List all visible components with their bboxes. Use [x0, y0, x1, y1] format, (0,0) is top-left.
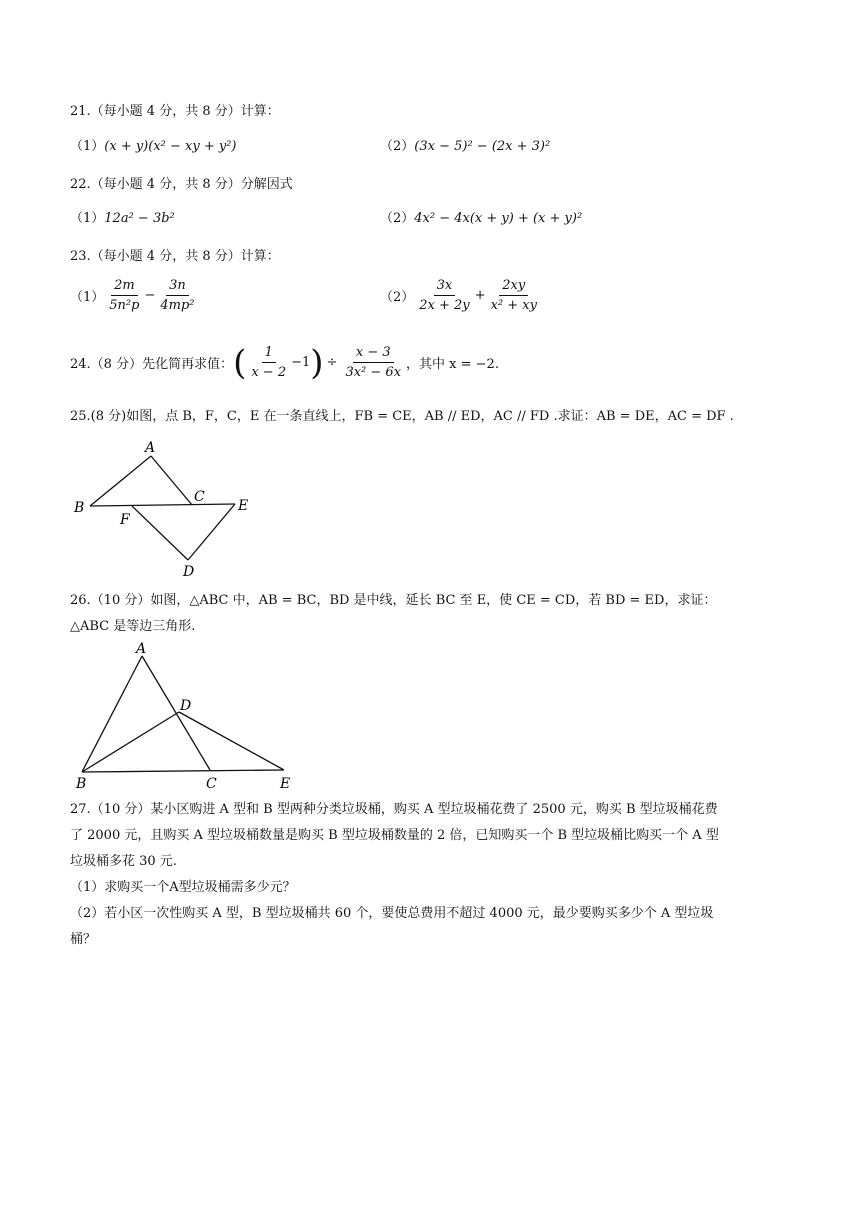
segment-be	[82, 770, 284, 772]
label-a: A	[136, 641, 147, 657]
q22-part1	[70, 207, 175, 226]
segment-ac	[151, 456, 192, 505]
fraction-numerator: 3n	[166, 278, 189, 296]
q26-line2: △ABC 是等边三角形.	[70, 619, 196, 634]
q23-part1-label: （1）	[70, 290, 105, 305]
q23-part2	[380, 278, 542, 313]
q27-line2: 了 2000 元，且购买 A 型垃圾桶数量是购买 B 型垃圾桶数量的 2 倍，已知购买一个 B 型垃圾桶比购买一个 A 型	[70, 828, 719, 843]
q21-part2	[380, 135, 550, 154]
q22-part2	[380, 207, 582, 226]
q23-part2-fraction1	[416, 278, 472, 313]
q24-fraction1	[248, 345, 289, 380]
fraction-numerator: 2m	[111, 278, 138, 296]
fraction-numerator: 2xy	[499, 278, 528, 296]
q27-text	[70, 797, 795, 953]
q24-minus-one: −1	[291, 355, 311, 370]
right-paren: )	[310, 342, 324, 383]
segment-ac	[142, 656, 210, 770]
q21-part1-expression: (x + y)(x² − xy + y²)	[104, 139, 237, 154]
segment-ab	[82, 656, 142, 772]
q27-subquestion2-line2: 桶？	[70, 932, 97, 947]
q27-line3: 垃圾桶多花 30 元.	[70, 854, 177, 869]
label-b: B	[76, 776, 87, 792]
q22-heading: 22.（每小题 4 分，共 8 分）分解因式	[70, 177, 293, 192]
q26-text	[70, 588, 795, 640]
q23-part2-label: （2）	[380, 290, 415, 305]
q21-part2-label: （2）	[380, 139, 415, 154]
q24-divide-sign: ÷	[326, 355, 338, 370]
q24-prefix: 24.（8 分）先化简再求值：	[70, 357, 234, 372]
q27-subquestion2-line1: （2）若小区一次性购买 A 型，B 型垃圾桶共 60 个，要使总费用不超过 4000 元，最少要购买多少个 A 型垃圾	[70, 906, 714, 921]
q23-part1-operator: −	[144, 288, 156, 303]
q25-text: 25.(8 分)如图，点 B，F，C，E 在一条直线上，FB = CE，AB // ED，AC // FD .求证：AB = DE，AC = DF .	[70, 409, 734, 424]
q23-part2-fraction2	[488, 278, 540, 313]
fraction-denominator: x² + xy	[490, 298, 537, 313]
fraction-numerator: 1	[262, 345, 276, 363]
label-e: E	[280, 776, 291, 792]
q22-part2-label: （2）	[380, 211, 415, 226]
q24-suffix: ，其中 x = −2.	[406, 357, 499, 372]
label-b: B	[74, 500, 85, 516]
q26-figure	[70, 640, 310, 792]
label-e: E	[238, 498, 249, 514]
segment-bd	[82, 712, 179, 772]
fraction-numerator: 3x	[434, 278, 456, 296]
q24-problem	[70, 342, 499, 383]
q23-part1-fraction1	[106, 278, 142, 313]
segment-de	[179, 712, 284, 770]
q23-part2-operator: +	[474, 288, 486, 303]
label-d: D	[183, 564, 195, 580]
q23-heading: 23.（每小题 4 分，共 8 分）计算：	[70, 249, 280, 264]
q21-part2-expression: (3x − 5)² − (2x + 3)²	[414, 139, 551, 154]
q23-part1	[70, 278, 200, 313]
segment-ab	[90, 456, 151, 506]
q21-heading: 21.（每小题 4 分，共 8 分）计算：	[70, 104, 280, 119]
segment-be	[90, 504, 235, 506]
label-c: C	[206, 776, 217, 792]
q22-part1-expression: 12a² − 3b²	[104, 211, 175, 226]
q21-part1	[70, 135, 237, 154]
fraction-numerator: x − 3	[353, 345, 394, 363]
q25-figure	[70, 438, 270, 583]
label-a: A	[145, 440, 156, 456]
fraction-denominator: 3x² − 6x	[345, 365, 402, 380]
fraction-denominator: 4mp²	[160, 298, 195, 313]
fraction-denominator: 2x + 2y	[419, 298, 470, 313]
q22-part1-label: （1）	[70, 211, 105, 226]
q24-fraction2	[342, 345, 404, 380]
q26-line1: 26.（10 分）如图，△ABC 中，AB = BC，BD 是中线，延长 BC 至 E，使 CE = CD，若 BD = ED，求证：	[70, 593, 717, 608]
q27-subquestion1: （1）求购买一个A型垃圾桶需多少元？	[70, 880, 296, 895]
q27-line1: 27.（10 分）某小区购进 A 型和 B 型两种分类垃圾桶，购买 A 型垃圾桶花费了 2500 元，购买 B 型垃圾桶花费	[70, 802, 718, 817]
fraction-denominator: 5n²p	[109, 298, 140, 313]
label-c: C	[194, 489, 205, 505]
q21-part1-label: （1）	[70, 139, 105, 154]
fraction-denominator: x − 2	[251, 365, 287, 380]
segment-fd	[132, 506, 188, 560]
label-f: F	[120, 512, 130, 528]
q23-part1-fraction2	[157, 278, 197, 313]
label-d: D	[180, 698, 192, 714]
q22-part2-expression: 4x² − 4x(x + y) + (x + y)²	[414, 211, 583, 226]
left-paren: (	[233, 342, 247, 383]
segment-de	[188, 504, 235, 560]
